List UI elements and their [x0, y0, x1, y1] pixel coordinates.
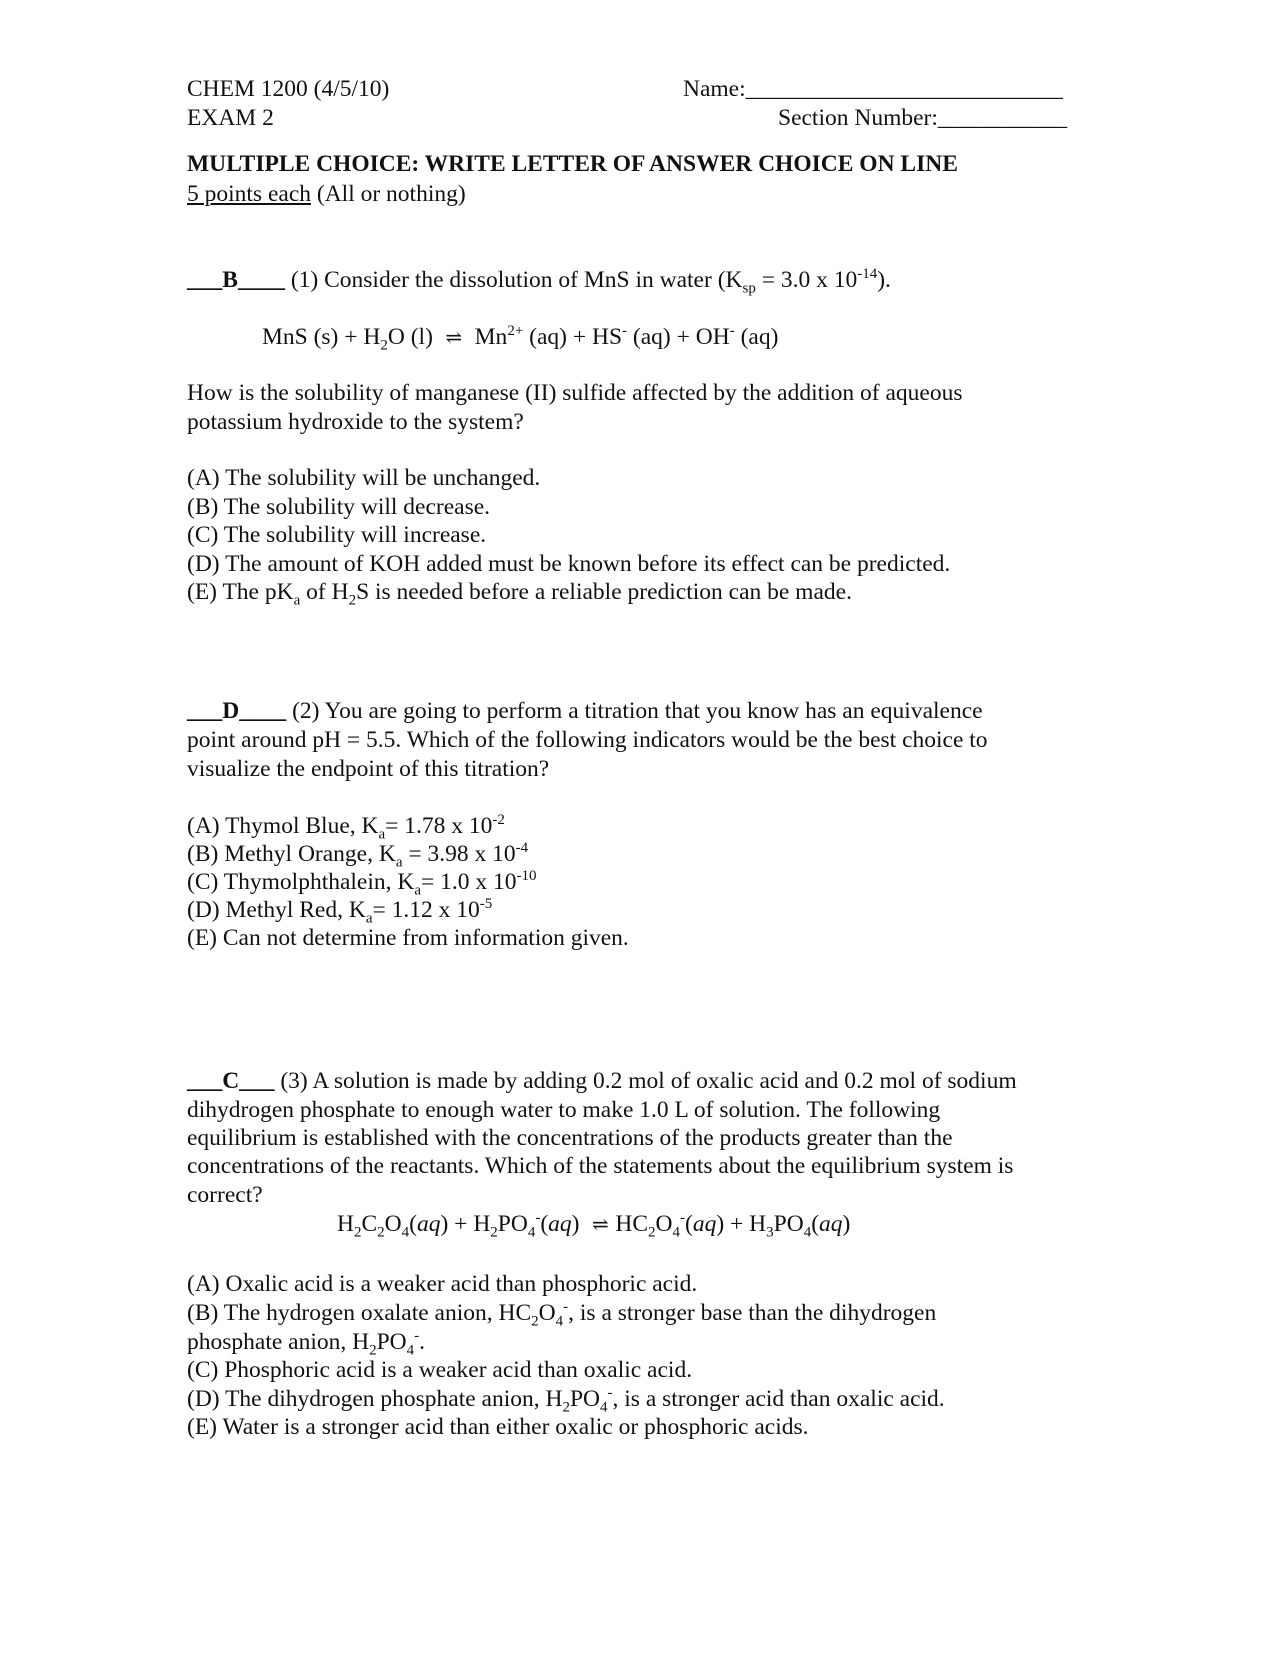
- section-label: Section Number:: [778, 105, 938, 131]
- question-3-option-b: (B) The hydrogen oxalate anion, $HC_2O_4^-$, is a stronger base than the dihydrogen: [187, 1299, 937, 1330]
- question-3-answer: C: [222, 1068, 240, 1094]
- exam-title: EXAM 2: [187, 105, 274, 131]
- instructions-points: [187, 180, 466, 208]
- question-2-option-d: (D) Methyl Red, $K_a= 1.12$ x $10^{-5}$: [187, 896, 493, 927]
- question-3-stem-line4: concentrations of the reactants. Which of the statements about the equilibrium system is: [187, 1153, 1014, 1179]
- question-2-option-e: (E) Can not determine from information given.: [187, 925, 629, 951]
- question-2-option-c: (C) Thymolphthalein, $K_a= 1.0$ x $10^{-10}$: [187, 868, 537, 899]
- question-3-option-d: (D) The dihydrogen phosphate anion, $H_2PO_4^-$, is a stronger acid than oxalic acid.: [187, 1385, 945, 1416]
- name-label: Name:: [683, 76, 746, 102]
- question-1-option-d: (D) The amount of KOH added must be known before its effect can be predicted.: [187, 551, 951, 577]
- course-title: CHEM 1200 (4/5/10): [187, 76, 390, 102]
- question-1-text-line1: How is the solubility of manganese (II) sulfide affected by the addition of aqueous: [187, 380, 963, 406]
- question-3-stem-line1: ___C___ (3) A solution is made by adding 0.2 mol of oxalic acid and 0.2 mol of sodium: [187, 1068, 1017, 1094]
- question-1-stem: ___B____ (1) Consider the dissolution of MnS in water ($K_{sp} = 3.0$ x $10^{-14}$).: [187, 266, 891, 297]
- question-2-answer-line[interactable]: ___D____: [187, 698, 287, 724]
- question-1-option-e: (E) The $pK_a$ of $H_2S$ is needed before a reliable prediction can be made.: [187, 579, 852, 609]
- question-3-option-e: (E) Water is a stronger acid than either oxalic or phosphoric acids.: [187, 1414, 809, 1440]
- equilibrium-arrow-icon: ⇌: [445, 327, 463, 349]
- question-2-stem-line1: ___D____ (2) You are going to perform a titration that you know has an equivalence: [187, 698, 983, 724]
- question-1-option-a: (A) The solubility will be unchanged.: [187, 465, 541, 491]
- question-3-option-a: (A) Oxalic acid is a weaker acid than phosphoric acid.: [187, 1271, 698, 1297]
- question-2-option-a: (A) Thymol Blue, $K_a= 1.78$ x $10^{-2}$: [187, 812, 505, 843]
- question-3-stem-line3: equilibrium is established with the concentrations of the products greater than the: [187, 1125, 953, 1151]
- question-3-option-c: (C) Phosphoric acid is a weaker acid than oxalic acid.: [187, 1357, 693, 1383]
- question-1-answer-line[interactable]: ___B____: [187, 267, 285, 293]
- question-1-option-c: (C) The solubility will increase.: [187, 522, 487, 548]
- question-3-stem-line2: dihydrogen phosphate to enough water to make 1.0 L of solution. The following: [187, 1097, 941, 1123]
- question-2-stem-line2: point around pH = 5.5. Which of the following indicators would be the best choice to: [187, 727, 988, 753]
- section-field[interactable]: [778, 104, 1067, 132]
- question-1-option-b: (B) The solubility will decrease.: [187, 494, 491, 520]
- name-field[interactable]: [683, 75, 1063, 103]
- equilibrium-arrow-icon: ⇌: [591, 1214, 609, 1236]
- points-policy: (All or nothing): [316, 181, 466, 207]
- question-2-stem-line3: visualize the endpoint of this titration?: [187, 756, 550, 782]
- section-blank: ___________: [937, 105, 1068, 131]
- question-3-stem-line5: correct?: [187, 1182, 263, 1208]
- question-3-answer-line[interactable]: ___C___: [187, 1068, 275, 1094]
- instructions-title: MULTIPLE CHOICE: WRITE LETTER OF ANSWER CHOICE ON LINE: [187, 151, 958, 177]
- question-1-answer: B: [222, 267, 238, 293]
- question-1-text-line2: potassium hydroxide to the system?: [187, 409, 524, 435]
- question-1-equation: MnS $(s) + H_2O$ (l) ⇌ $Mn^{2+}$ (aq) + HS- (aq) + OH- (aq): [262, 323, 779, 354]
- name-blank: ___________________________: [745, 76, 1063, 102]
- question-3-equation: $H_2C_2O_4(aq) + H_2PO_4^-(aq)$ ⇌ $HC_2O_4^-(aq) + H_3PO_4(aq)$: [337, 1210, 851, 1241]
- points-label: 5 points each: [187, 181, 311, 207]
- question-3-option-b-cont: phosphate anion, $H_2PO_4^-$.: [187, 1328, 426, 1359]
- question-2-option-b: (B) Methyl Orange, $K_a = 3.98$ x $10^{-4}$: [187, 840, 529, 871]
- question-2-answer: D: [222, 698, 240, 724]
